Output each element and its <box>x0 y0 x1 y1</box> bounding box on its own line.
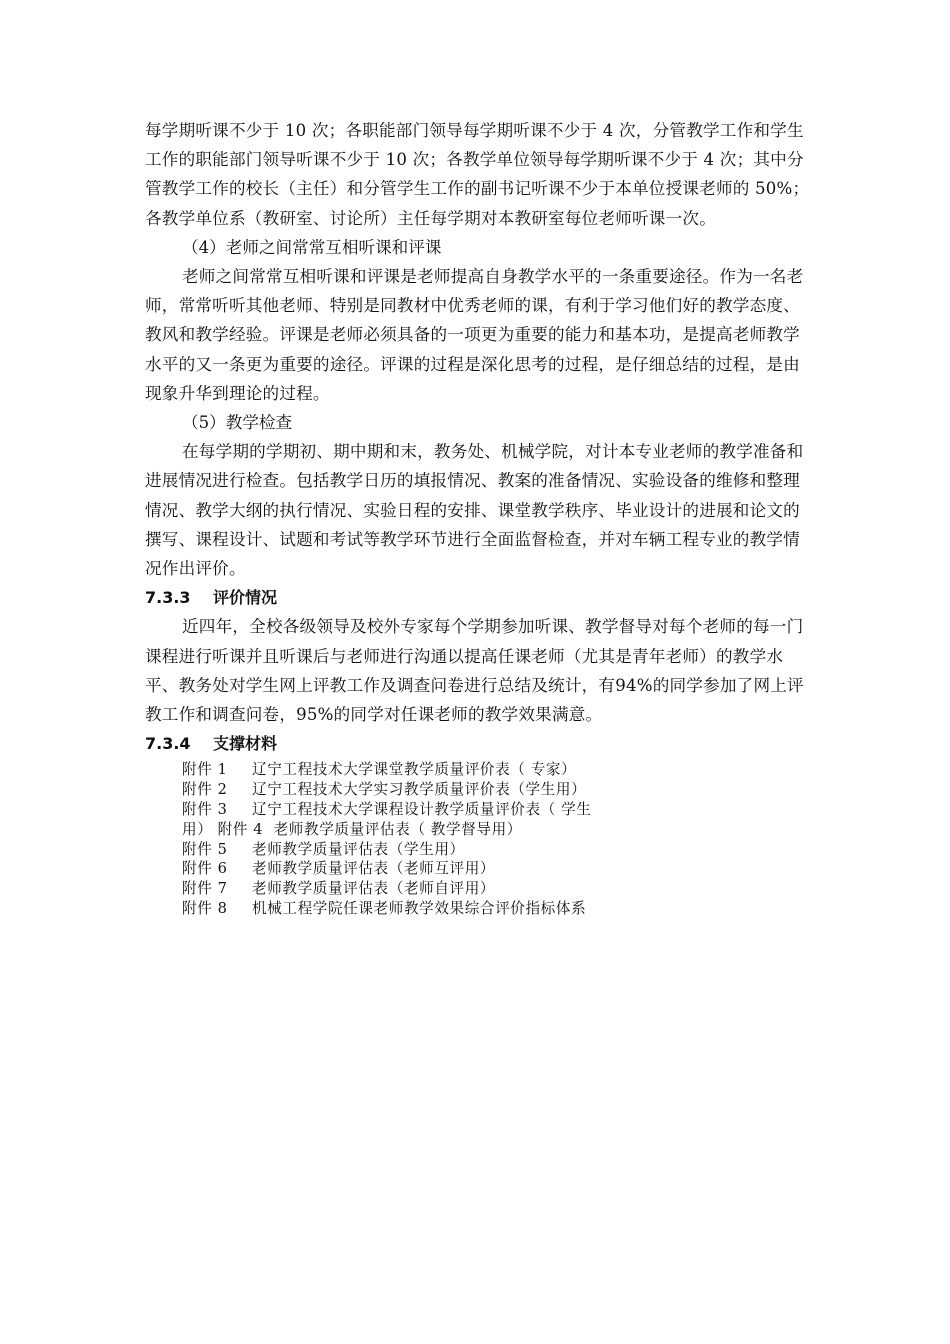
attachment-label: 附件 8 <box>182 900 228 918</box>
section-number: 7.3.4 <box>145 734 191 754</box>
paragraph-mutual-observation: 老师之间常常互相听课和评课是老师提高自身教学水平的一条重要途径。作为一名老师，常常听听其他老师、特别是同教材中优秀老师的课，有利于学习他们好的教学态度、教风和教学经验。评课是老师必须具备的一项更为重要的能力和基本功，是提高老师教学水平的又一条更为重要的途径。评课的过程是深化思考的过程，是仔细总结的过程，是由现象升华到理论的过程。 <box>145 267 804 403</box>
section-heading-7-3-4 <box>145 729 815 758</box>
section-number: 7.3.3 <box>145 588 191 608</box>
paragraph-lecture-requirements: 每学期听课不少于 10 次；各职能部门领导每学期听课不少于 4 次，分管教学工作和学生工作的职能部门领导听课不少于 10 次；各教学单位领导每学期听课不少于 4 次；其中分管教学工作的校长（主任）和分管学生工作的副书记听课不少于本单位授课老师的 50%；各教学单位系（教研室、讨论所）主任每学期对本教研室每位老师听课一次。 <box>145 121 810 228</box>
attachment-label: 用） 附件 4 <box>182 820 264 838</box>
attachment-text: 机械工程学院任课老师教学效果综合评价指标体系 <box>252 900 587 918</box>
attachment-text: 辽宁工程技术大学课程设计教学质量评价表（ 学生 <box>252 801 592 819</box>
attachment-label: 附件 5 <box>182 840 228 858</box>
attachment-text: 老师教学质量评估表（老师自评用） <box>252 880 496 898</box>
document-page <box>145 116 815 919</box>
attachment-label: 附件 3 <box>182 801 228 819</box>
subsection-title-mutual-observation: （4）老师之间常常互相听课和评课 <box>182 237 442 257</box>
section-title: 评价情况 <box>213 588 278 608</box>
section-title: 支撑材料 <box>213 734 278 754</box>
attachment-text: 老师教学质量评估表（老师互评用） <box>252 860 496 878</box>
attachment-item <box>182 820 815 840</box>
attachment-list <box>182 760 815 918</box>
attachment-item <box>182 859 815 879</box>
paragraph-evaluation: 近四年，全校各级领导及校外专家每个学期参加听课、教学督导对每个老师的每一门课程进行听课并且听课后与老师进行沟通以提高任课老师（尤其是青年老师）的教学水平、教务处对学生网上评教工作及调查问卷进行总结及统计，有94%的同学参加了网上评教工作和调查问卷，95%的同学对任课老师的教学效果满意。 <box>145 617 804 725</box>
attachment-item <box>182 879 815 899</box>
attachment-item <box>182 780 815 800</box>
attachment-text: 老师教学质量评估表（学生用） <box>252 840 465 858</box>
attachment-text: 辽宁工程技术大学实习教学质量评价表（学生用） <box>252 781 587 799</box>
paragraph-teaching-inspection: 在每学期的学期初、期中期和末，教务处、机械学院，对计本专业老师的教学准备和进展情况进行检查。包括教学日历的填报情况、教案的准备情况、实验设备的维修和整理情况、教学大纲的执行情况、实验日程的安排、课堂教学秩序、毕业设计的进展和论文的撰写、课程设计、试题和考试等教学环节进行全面监督检查，并对车辆工程专业的教学情况作出评价。 <box>145 442 804 579</box>
attachment-label: 附件 6 <box>182 860 228 878</box>
attachment-label: 附件 2 <box>182 781 228 799</box>
attachment-label: 附件 7 <box>182 880 228 898</box>
attachment-item <box>182 760 815 780</box>
attachment-item <box>182 800 815 820</box>
attachment-label: 附件 1 <box>182 761 228 779</box>
attachment-item <box>182 899 815 919</box>
attachment-text: 老师教学质量评估表（ 教学督导用） <box>263 820 522 838</box>
attachment-item <box>182 840 815 860</box>
attachment-text: 辽宁工程技术大学课堂教学质量评价表（ 专家） <box>252 761 577 779</box>
subsection-title-teaching-inspection: （5）教学检查 <box>182 413 293 433</box>
section-heading-7-3-3 <box>145 583 815 612</box>
